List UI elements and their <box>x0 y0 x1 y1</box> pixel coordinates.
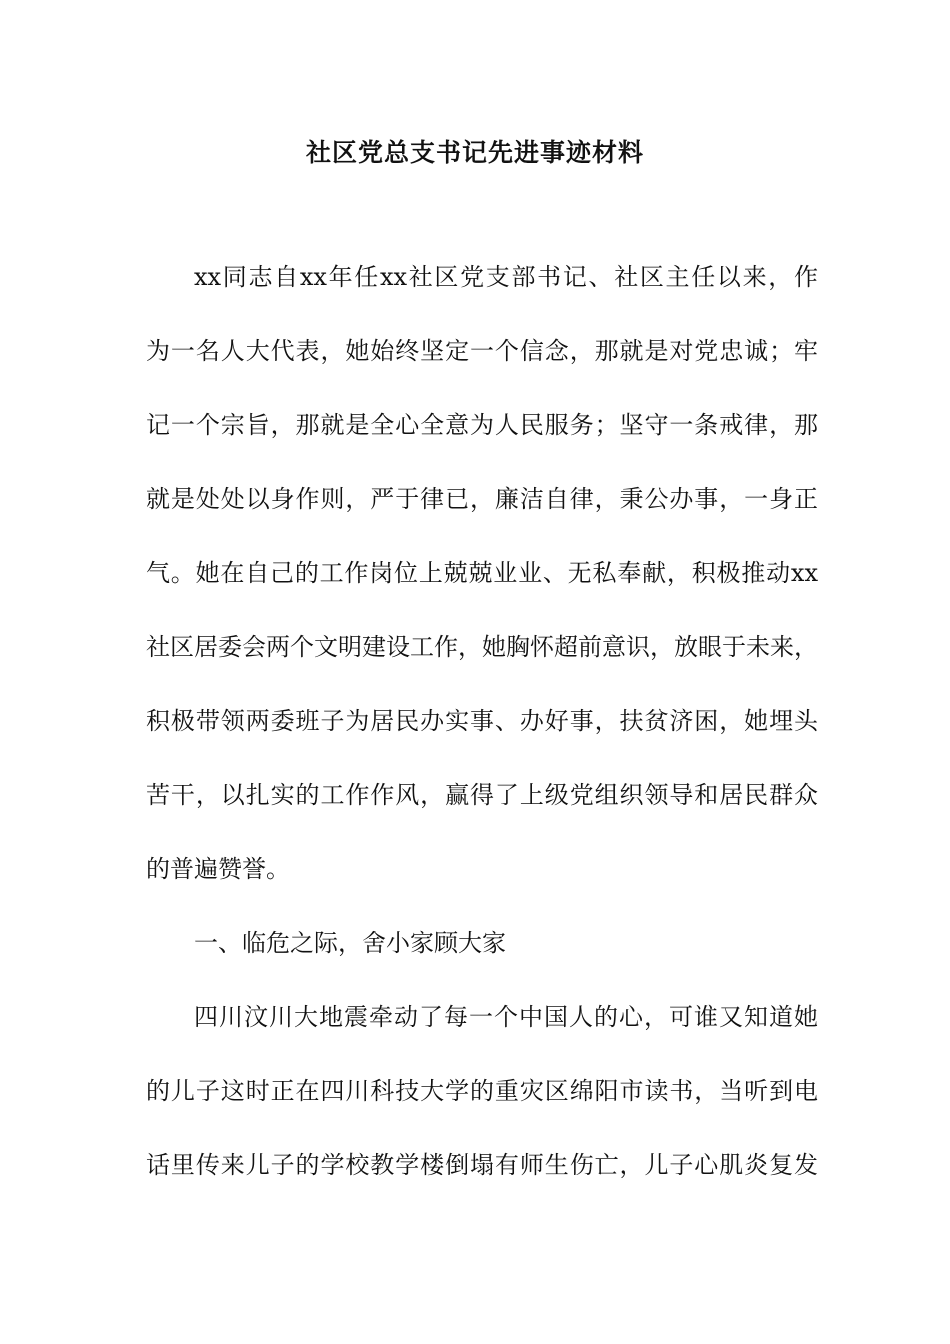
section-heading: 一、临危之际，舍小家顾大家 <box>194 929 506 957</box>
paragraph-line: 积极带领两委班子为居民办实事、办好事，扶贫济困，她埋头 <box>146 707 818 735</box>
document-title: 社区党总支书记先进事迹材料 <box>305 138 644 167</box>
paragraph-line: 社区居委会两个文明建设工作，她胸怀超前意识，放眼于未来， <box>146 633 818 661</box>
paragraph-line: 就是处处以身作则，严于律已，廉洁自律，秉公办事，一身正 <box>146 485 818 513</box>
paragraph-line: 记一个宗旨，那就是全心全意为人民服务；坚守一条戒律，那 <box>146 411 818 439</box>
paragraph-line: 的普遍赞誉。 <box>146 855 290 883</box>
paragraph-line: 四川汶川大地震牵动了每一个中国人的心，可谁又知道她 <box>194 1003 818 1031</box>
paragraph-line: 气。她在自己的工作岗位上兢兢业业、无私奉献，积极推动xx <box>146 559 818 587</box>
paragraph-line: 苦干，以扎实的工作作风，赢得了上级党组织领导和居民群众 <box>146 781 818 809</box>
paragraph-line: 话里传来儿子的学校教学楼倒塌有师生伤亡，儿子心肌炎复发 <box>146 1151 818 1179</box>
paragraph-line: xx同志自xx年任xx社区党支部书记、社区主任以来，作 <box>194 263 818 291</box>
paragraph-line: 的儿子这时正在四川科技大学的重灾区绵阳市读书，当听到电 <box>146 1077 818 1105</box>
document-body <box>146 262 818 1224</box>
paragraph-line: 为一名人大代表，她始终坚定一个信念，那就是对党忠诚；牢 <box>146 337 818 365</box>
